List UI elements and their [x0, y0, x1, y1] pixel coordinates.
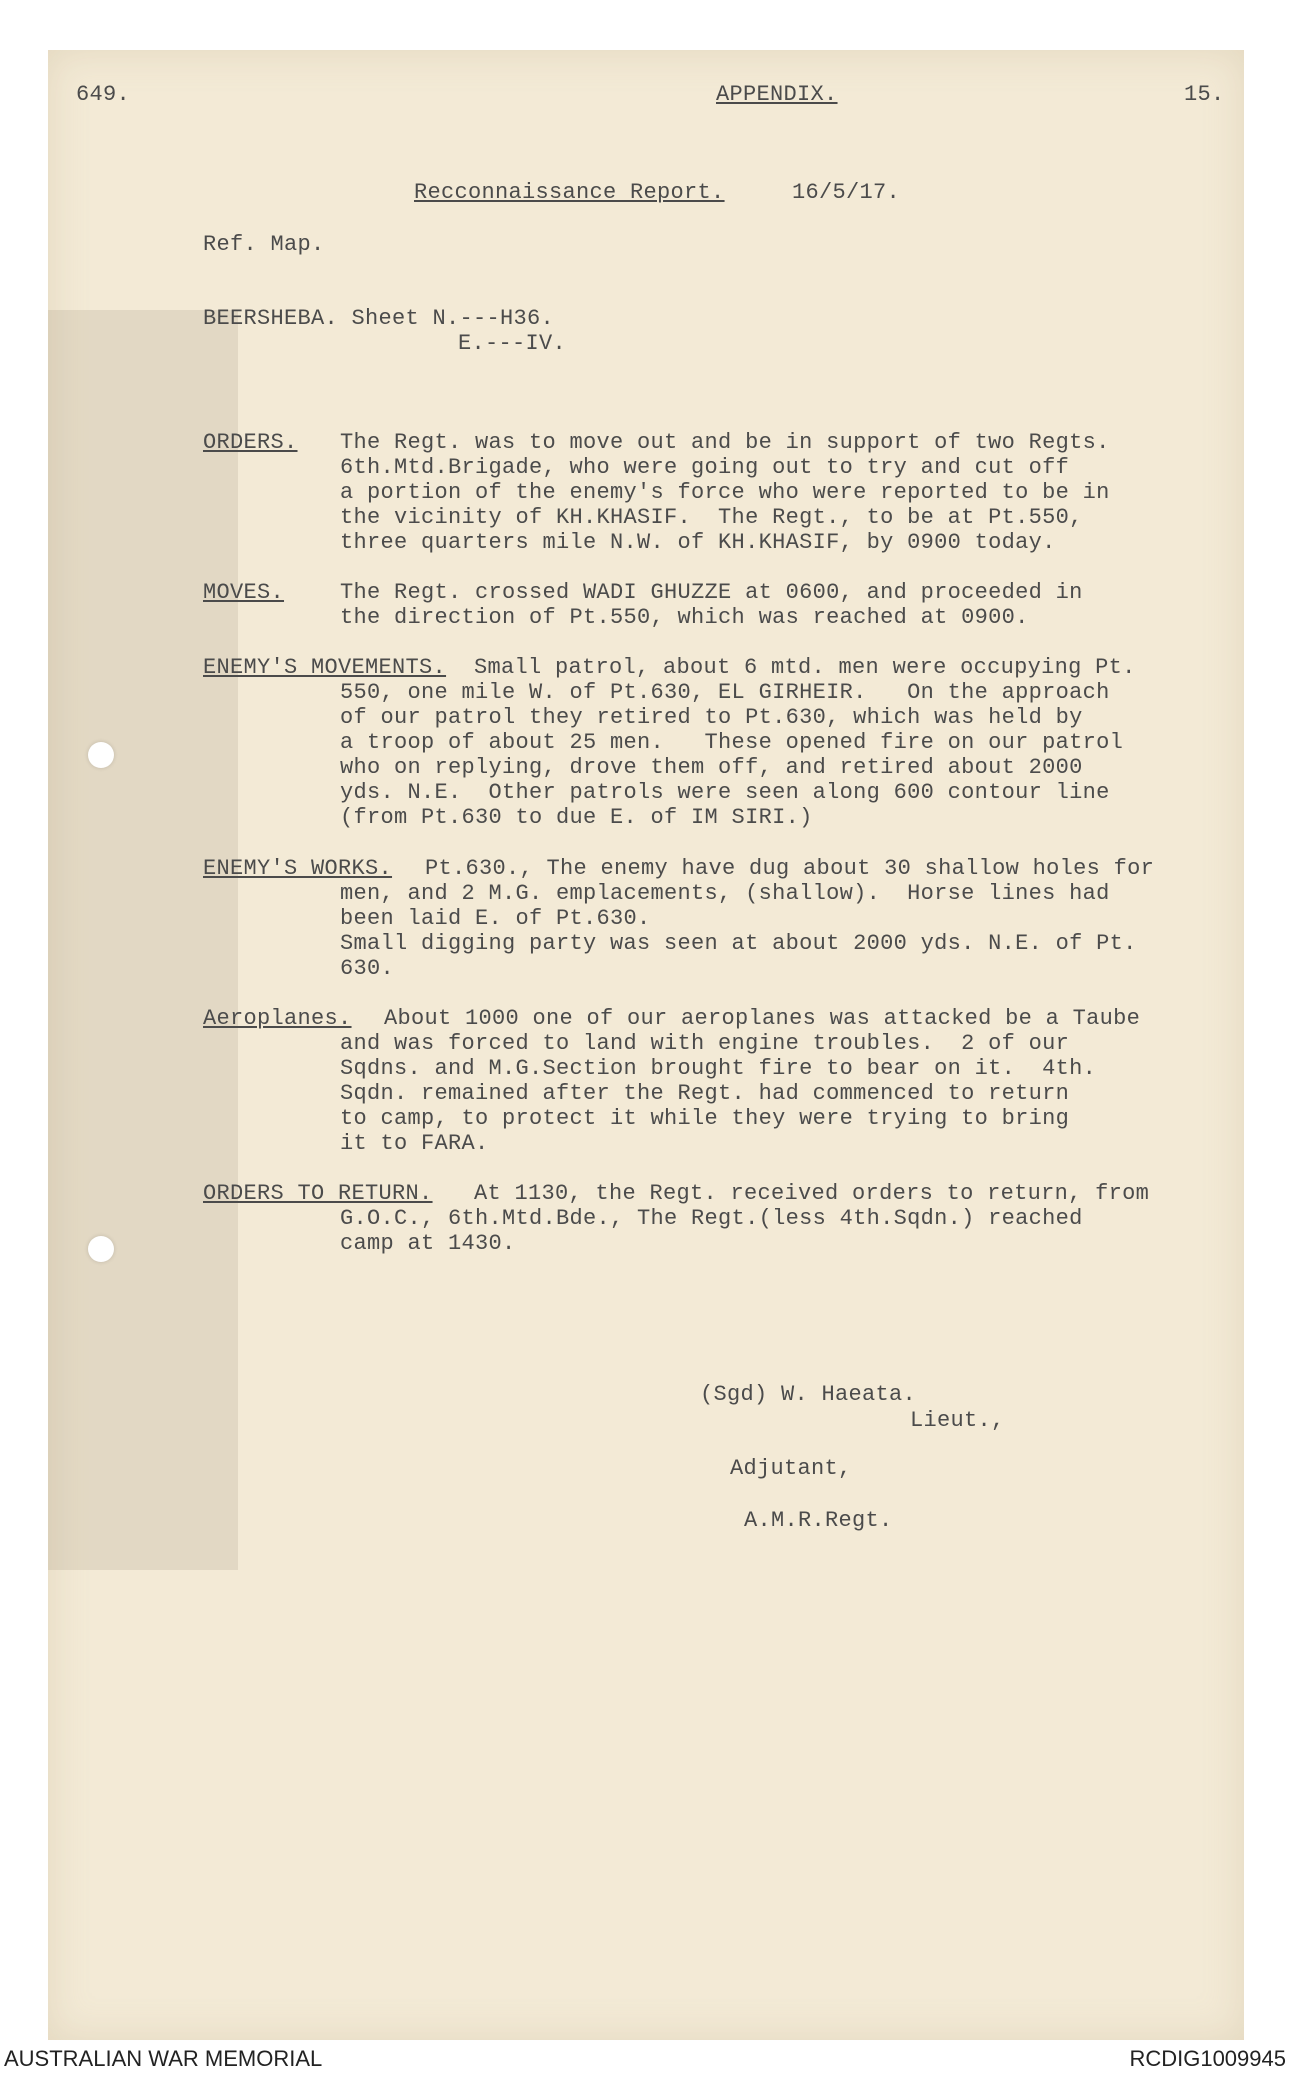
enemy-works-line: 630. [340, 956, 395, 981]
section-label-orders-to-return: ORDERS TO RETURN. [203, 1181, 433, 1206]
enemy-movements-line: (from Pt.630 to due E. of IM SIRI.) [340, 805, 813, 830]
aeroplanes-line: to camp, to protect it while they were trying to bring [340, 1106, 1070, 1131]
aeroplanes-line: Sqdn. remained after the Regt. had commenced to return [340, 1081, 1070, 1106]
moves-line: The Regt. crossed WADI GHUZZE at 0600, and proceeded in [340, 580, 1083, 605]
section-label-enemy-movements: ENEMY'S MOVEMENTS. [203, 655, 447, 680]
orders-line: three quarters mile N.W. of KH.KHASIF, by 0900 today. [340, 530, 1056, 555]
sheet-line-1: BEERSHEBA. Sheet N.---H36. [203, 306, 555, 331]
moves-line: the direction of Pt.550, which was reached at 0900. [340, 605, 1029, 630]
enemy-movements-first-line: Small patrol, about 6 mtd. men were occupying Pt. [474, 655, 1136, 680]
section-label-moves: MOVES. [203, 580, 285, 605]
enemy-works-line: been laid E. of Pt.630. [340, 906, 651, 931]
signature-name: (Sgd) W. Haeata. [700, 1382, 917, 1407]
enemy-movements-line: a troop of about 25 men. These opened fire on our patrol [340, 730, 1124, 755]
enemy-works-line: Small digging party was seen at about 2000 yds. N.E. of Pt. [340, 931, 1137, 956]
enemy-works-line: men, and 2 M.G. emplacements, (shallow). Horse lines had [340, 881, 1110, 906]
footer-archive-name: AUSTRALIAN WAR MEMORIAL [4, 2046, 323, 2071]
page-number-right: 15. [1184, 82, 1225, 107]
orders-line: a portion of the enemy's force who were reported to be in [340, 480, 1110, 505]
signature-unit: A.M.R.Regt. [744, 1508, 893, 1533]
punch-hole-top [88, 742, 114, 768]
orders-to-return-line: G.O.C., 6th.Mtd.Bde., The Regt.(less 4th.Sqdn.) reached [340, 1206, 1083, 1231]
enemy-movements-line: who on replying, drove them off, and retired about 2000 [340, 755, 1083, 780]
aeroplanes-first-line: About 1000 one of our aeroplanes was attacked be a Taube [384, 1006, 1141, 1031]
aeroplanes-line: it to FARA. [340, 1131, 489, 1156]
page-number-left: 649. [76, 82, 131, 107]
enemy-movements-line: yds. N.E. Other patrols were seen along 600 contour line [340, 780, 1110, 805]
section-label-orders: ORDERS. [203, 430, 298, 455]
report-heading: Recconnaissance Report. [414, 180, 725, 205]
enemy-movements-line: of our patrol they retired to Pt.630, which was held by [340, 705, 1083, 730]
orders-line: 6th.Mtd.Brigade, who were going out to try and cut off [340, 455, 1070, 480]
orders-to-return-first-line: At 1130, the Regt. received orders to return, from [474, 1181, 1150, 1206]
aeroplanes-line: and was forced to land with engine troubles. 2 of our [340, 1031, 1070, 1056]
enemy-works-first-line: Pt.630., The enemy have dug about 30 shallow holes for [425, 856, 1155, 881]
footer-record-id: RCDIG1009945 [1129, 2046, 1286, 2071]
orders-line: The Regt. was to move out and be in support of two Regts. [340, 430, 1110, 455]
section-label-enemy-works: ENEMY'S WORKS. [203, 856, 393, 881]
section-label-aeroplanes: Aeroplanes. [203, 1006, 352, 1031]
binding-shadow [48, 310, 238, 1570]
report-date: 16/5/17. [792, 180, 901, 205]
aeroplanes-line: Sqdns. and M.G.Section brought fire to bear on it. 4th. [340, 1056, 1097, 1081]
enemy-movements-line: 550, one mile W. of Pt.630, EL GIRHEIR. On the approach [340, 680, 1110, 705]
signature-rank: Lieut., [910, 1408, 1005, 1433]
sheet-line-2: E.---IV. [458, 331, 567, 356]
ref-map: Ref. Map. [203, 232, 325, 257]
orders-to-return-line: camp at 1430. [340, 1231, 516, 1256]
orders-line: the vicinity of KH.KHASIF. The Regt., to be at Pt.550, [340, 505, 1083, 530]
appendix-title: APPENDIX. [716, 82, 838, 107]
punch-hole-bottom [88, 1236, 114, 1262]
signature-role: Adjutant, [730, 1456, 852, 1481]
